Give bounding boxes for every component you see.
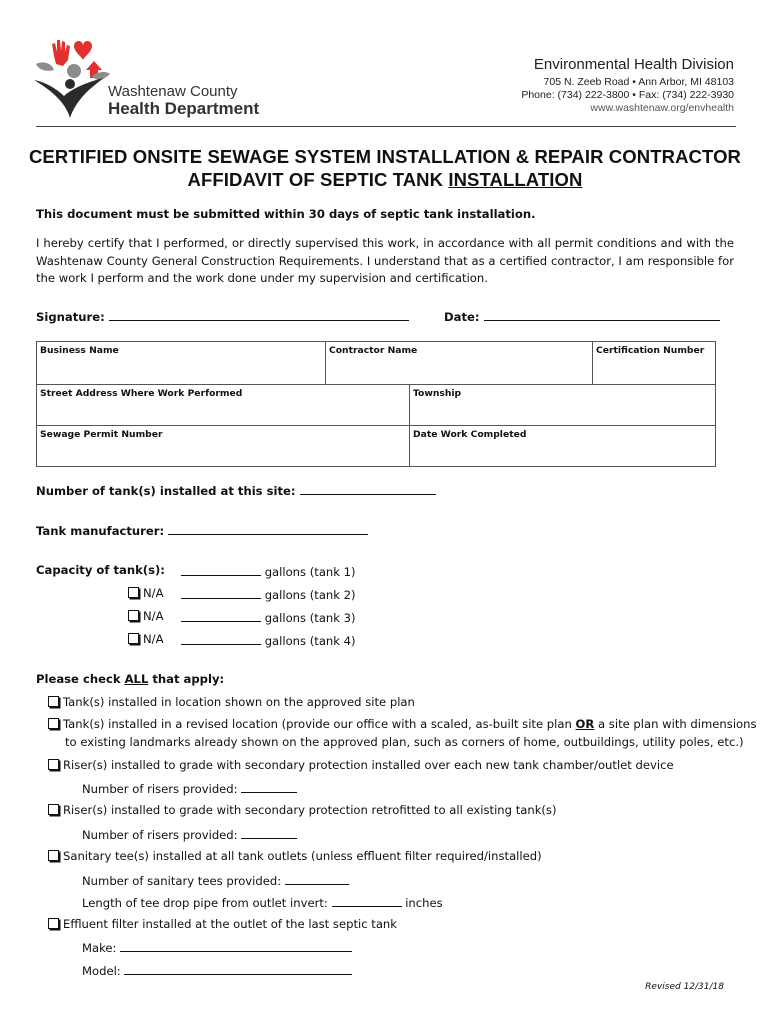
signature-row (36, 308, 409, 324)
org-department: Health Department (108, 99, 260, 118)
manufacturer-row (36, 522, 368, 538)
tank2-na-checkbox[interactable] (128, 587, 139, 598)
item3-checkbox[interactable] (48, 759, 59, 770)
tank1-row (181, 563, 356, 579)
sewage-permit-cell[interactable]: Sewage Permit Number (36, 425, 410, 467)
date-row (444, 308, 720, 324)
model-row: Model: (82, 962, 352, 978)
certification-number-cell[interactable]: Certification Number (592, 341, 716, 385)
date-label: Date: (444, 310, 480, 324)
tank4-na-checkbox[interactable] (128, 633, 139, 644)
checklist-item-2-continued: to existing landmarks already shown on the approved plan, such as corners of home, outbuildings, utility poles, etc.) (65, 735, 744, 749)
form-title-line2: AFFIDAVIT OF SEPTIC TANK INSTALLATION (187, 169, 583, 190)
org-name: Washtenaw County (108, 83, 238, 100)
tank2-field[interactable] (181, 586, 261, 599)
item1-checkbox[interactable] (48, 696, 59, 707)
address: 705 N. Zeeb Road • Ann Arbor, MI 48103 (543, 76, 734, 88)
risers-new-row: Number of risers provided: (82, 780, 297, 796)
checklist-item-5: Sanitary tee(s) installed at all tank outlets (unless effluent filter required/installed) (48, 849, 542, 863)
checklist-item-4: Riser(s) installed to grade with secondary protection retrofitted to all existing tank(s) (48, 803, 557, 817)
contractor-name-cell[interactable]: Contractor Name (325, 341, 593, 385)
tank3-label: gallons (tank 3) (264, 611, 356, 625)
phone-fax: Phone: (734) 222-3800 • Fax: (734) 222-3930 (521, 89, 734, 101)
manufacturer-field[interactable] (168, 522, 368, 535)
model-field[interactable] (124, 962, 352, 975)
checklist-heading: Please check ALL that apply: (36, 672, 225, 686)
signature-label: Signature: (36, 310, 105, 324)
tank3-field-row (181, 609, 356, 625)
manufacturer-label: Tank manufacturer: (36, 524, 165, 538)
business-name-cell[interactable]: Business Name (36, 341, 326, 385)
street-address-cell[interactable]: Street Address Where Work Performed (36, 384, 410, 426)
tank4-field-row (181, 632, 356, 648)
num-tanks-row (36, 482, 436, 498)
date-completed-cell[interactable]: Date Work Completed (409, 425, 716, 467)
make-row: Make: (82, 939, 352, 955)
tank1-label: gallons (tank 1) (264, 565, 356, 579)
tees-field[interactable] (285, 872, 349, 885)
hand-icon (52, 40, 70, 66)
make-field[interactable] (120, 939, 352, 952)
form-title-line1: CERTIFIED ONSITE SEWAGE SYSTEM INSTALLATION & REPAIR CONTRACTOR (28, 146, 742, 167)
tees-row: Number of sanitary tees provided: (82, 872, 349, 888)
submission-notice: This document must be submitted within 30 days of septic tank installation. (36, 207, 536, 221)
tank3-field[interactable] (181, 609, 261, 622)
checklist-item-6: Effluent filter installed at the outlet of the last septic tank (48, 917, 397, 931)
heart-icon (74, 41, 92, 60)
title-underlined-word: INSTALLATION (448, 169, 583, 190)
risers-retro-field[interactable] (241, 826, 297, 839)
item4-checkbox[interactable] (48, 804, 59, 815)
item6-checkbox[interactable] (48, 918, 59, 929)
revision-date: Revised 12/31/18 (645, 982, 724, 992)
health-department-logo (30, 34, 110, 124)
item5-checkbox[interactable] (48, 850, 59, 861)
signature-field[interactable] (109, 308, 409, 321)
tank2-label: gallons (tank 2) (264, 588, 356, 602)
capacity-label: Capacity of tank(s): (36, 563, 165, 577)
tank3-na-checkbox[interactable] (128, 610, 139, 621)
checklist-item-1: Tank(s) installed in location shown on the approved site plan (48, 695, 415, 709)
tee-drop-field[interactable] (332, 894, 402, 907)
checklist-item-3: Riser(s) installed to grade with secondary protection installed over each new tank chamber/outlet device (48, 758, 674, 772)
num-tanks-label: Number of tank(s) installed at this site: (36, 484, 296, 498)
tank4-field[interactable] (181, 632, 261, 645)
tee-drop-row: Length of tee drop pipe from outlet invert: inches (82, 896, 443, 910)
tank2-field-row (181, 586, 356, 602)
township-cell[interactable]: Township (409, 384, 716, 426)
num-tanks-field[interactable] (300, 482, 436, 495)
risers-new-field[interactable] (241, 780, 297, 793)
risers-retro-row: Number of risers provided: (82, 826, 297, 842)
website: www.washtenaw.org/envhealth (590, 102, 734, 114)
leaf-icon (36, 62, 54, 70)
tank2-row: N/A (128, 586, 164, 600)
certification-statement: I hereby certify that I performed, or directly supervised this work, in accordance with all permit conditions and with the Washtenaw County General Construction Requirements. I understand that as a certified contractor, I am responsible for the work I perform and the work done under my supervision and certification. (36, 236, 734, 285)
header-divider (36, 126, 736, 127)
checklist-item-2: Tank(s) installed in a revised location (provide our office with a scaled, as-built site plan OR a site plan with dimensions (48, 717, 757, 731)
date-field[interactable] (484, 308, 720, 321)
tank4-row: N/A (128, 632, 164, 646)
tank1-field[interactable] (181, 563, 261, 576)
tank3-row: N/A (128, 609, 164, 623)
item2-checkbox[interactable] (48, 718, 59, 729)
tank4-label: gallons (tank 4) (264, 634, 356, 648)
circle-icon (67, 64, 81, 78)
division-title: Environmental Health Division (533, 56, 734, 73)
